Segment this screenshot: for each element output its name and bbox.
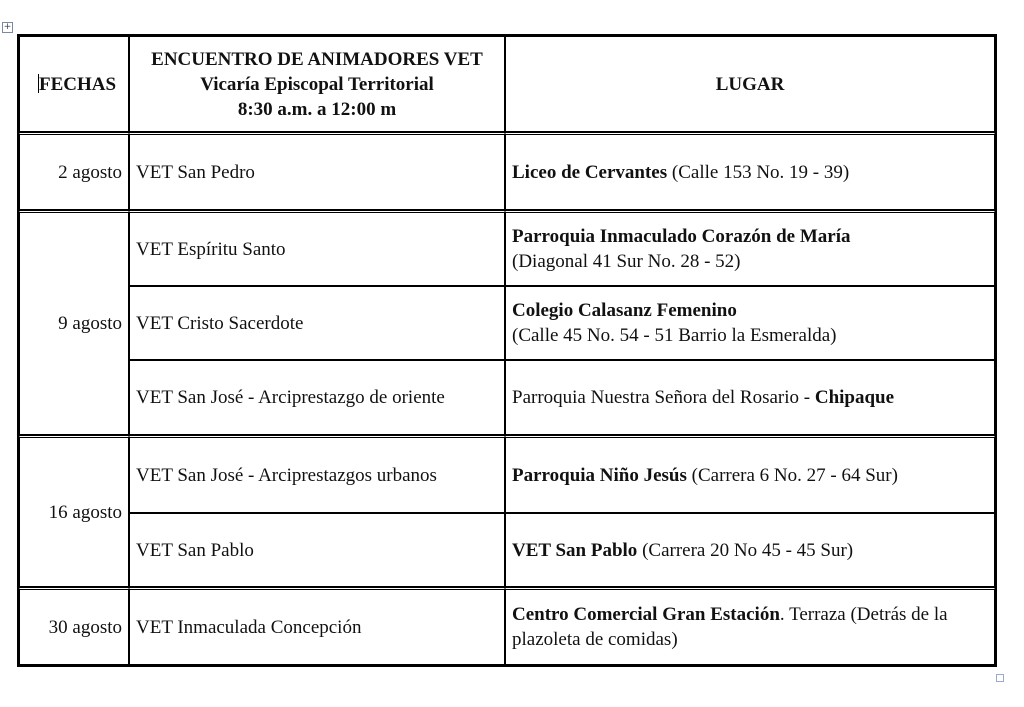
header-title[interactable]	[129, 36, 505, 132]
lugar-name: VET San Pablo	[512, 539, 638, 561]
vet-cell[interactable]: VET San José - Arciprestazgo de oriente	[129, 360, 505, 435]
header-lugar[interactable]: LUGAR	[505, 36, 995, 132]
table-resize-handle-icon[interactable]	[996, 674, 1004, 682]
lugar-address: (Carrera 20 No 45 - 45 Sur)	[637, 539, 854, 561]
lugar-address: . Terraza (Detrás de la plazoleta de comidas)	[512, 604, 948, 650]
table-row	[19, 360, 995, 435]
vet-cell[interactable]: VET Espíritu Santo	[129, 210, 505, 286]
lugar-address: (Calle 153 No. 19 - 39)	[667, 161, 850, 183]
lugar-cell[interactable]	[505, 286, 995, 360]
lugar-cell[interactable]	[505, 360, 995, 435]
header-title-line1: ENCUENTRO DE ANIMADORES VET	[151, 48, 483, 70]
lugar-address: (Carrera 6 No. 27 - 64 Sur)	[686, 464, 898, 486]
lugar-cell[interactable]	[505, 513, 995, 587]
vet-cell[interactable]: VET Inmaculada Concepción	[129, 587, 505, 665]
vet-cell[interactable]: VET San Pablo	[129, 513, 505, 587]
table-row	[19, 587, 995, 665]
header-row	[19, 36, 995, 132]
header-title-line3: 8:30 a.m. a 12:00 m	[237, 98, 397, 120]
fecha-cell[interactable]: 9 agosto	[19, 210, 129, 435]
lugar-cell[interactable]	[505, 132, 995, 210]
lugar-town: Chipaque	[814, 387, 895, 408]
lugar-cell[interactable]	[505, 435, 995, 513]
table-row	[19, 286, 995, 360]
table-row	[19, 513, 995, 587]
vet-cell[interactable]: VET San Pedro	[129, 132, 505, 210]
table-row	[19, 435, 995, 513]
fecha-cell[interactable]: 30 agosto	[19, 587, 129, 665]
lugar-address: (Calle 45 No. 54 - 51 Barrio la Esmeralda)	[512, 325, 837, 346]
table-row	[19, 210, 995, 286]
lugar-name: Centro Comercial Gran Estación	[512, 604, 780, 625]
lugar-name: Colegio Calasanz Femenino	[512, 300, 737, 321]
vet-cell[interactable]: VET San José - Arciprestazgos urbanos	[129, 435, 505, 513]
events-table	[17, 34, 997, 667]
lugar-cell[interactable]	[505, 587, 995, 665]
table-move-handle-icon[interactable]: +	[3, 22, 12, 32]
lugar-address: (Diagonal 41 Sur No. 28 - 52)	[512, 251, 741, 272]
lugar-cell[interactable]	[505, 210, 995, 286]
lugar-name: Parroquia Niño Jesús	[512, 464, 687, 486]
header-fechas-label: FECHAS	[39, 73, 117, 95]
vet-cell[interactable]: VET Cristo Sacerdote	[129, 286, 505, 360]
fecha-cell[interactable]: 16 agosto	[19, 435, 129, 587]
lugar-name: Parroquia Nuestra Señora del Rosario -	[512, 387, 815, 408]
header-title-line2: Vicaría Episcopal Territorial	[200, 73, 434, 95]
header-fechas[interactable]	[19, 36, 129, 132]
fecha-cell[interactable]: 2 agosto	[19, 132, 129, 210]
table-row	[19, 132, 995, 210]
lugar-name: Liceo de Cervantes	[512, 161, 668, 183]
lugar-name: Parroquia Inmaculado Corazón de María	[512, 226, 851, 247]
